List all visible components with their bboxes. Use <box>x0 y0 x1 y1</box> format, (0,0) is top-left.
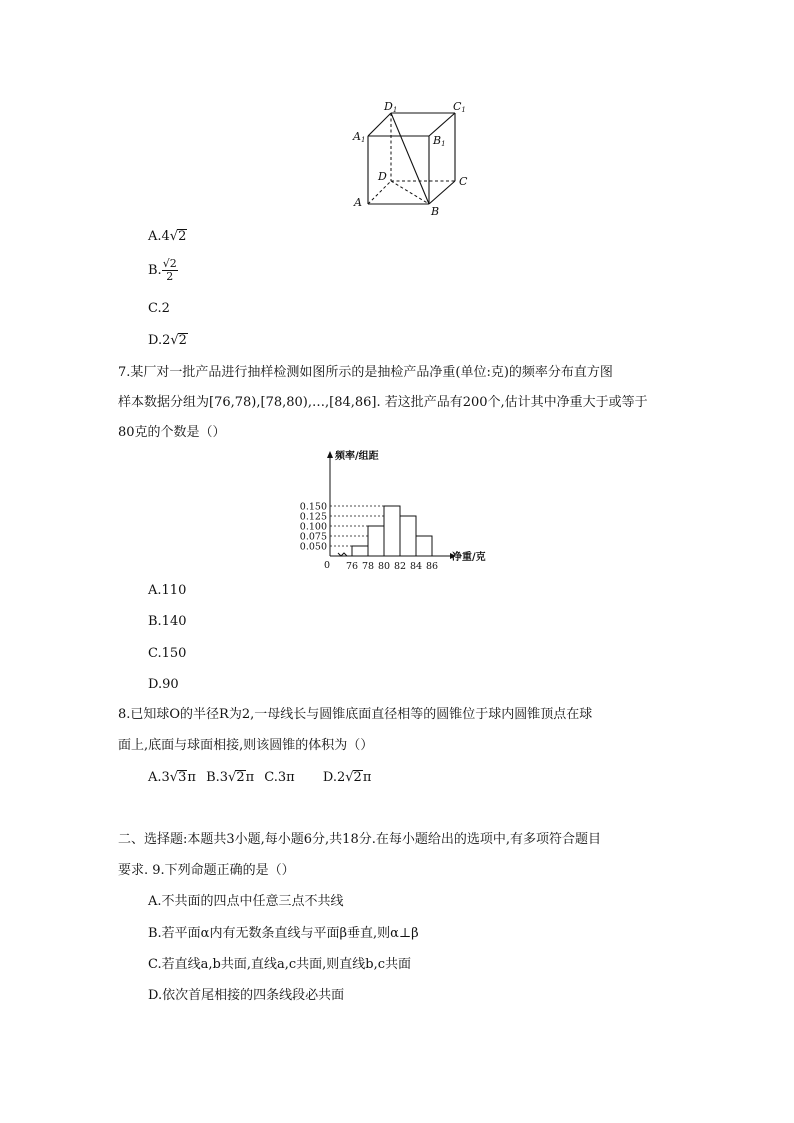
q9-option-a[interactable]: A.不共面的四点中任意三点不共线 <box>148 894 344 909</box>
label-d1: D1 <box>384 100 398 114</box>
y-tick-label: 0.050 <box>299 541 327 553</box>
x-tick-label: 78 <box>361 561 375 572</box>
q8-option-c[interactable]: C.3π <box>264 770 295 785</box>
q8-line-1: 8.已知球O的半径R为2,一母线长与圆锥底面直径相等的圆锥位于球内圆锥顶点在球 <box>118 707 593 722</box>
q6-option-a[interactable]: A.4√2 <box>148 229 187 244</box>
q8-option-b[interactable]: B.3√2π <box>206 770 255 785</box>
label-d: D <box>378 170 387 183</box>
q8-options <box>148 769 371 787</box>
x-axis-label: 净重/克 <box>452 552 486 563</box>
q6-option-b[interactable]: B. $\frac{√2}{2}$ <box>148 257 177 283</box>
q8-option-a[interactable]: A.3√3π <box>148 770 196 785</box>
x-tick-label: 82 <box>393 561 407 572</box>
x-tick-label: 80 <box>377 561 391 572</box>
y-tick-label: 0.150 <box>299 501 327 513</box>
section2-line-2: 要求. 9.下列命题正确的是（） <box>118 863 295 878</box>
q7-option-b[interactable]: B.140 <box>148 614 187 629</box>
q7-line-3: 80克的个数是（） <box>118 425 226 440</box>
label-b1: B1 <box>433 134 446 148</box>
label-c1: C1 <box>453 100 466 114</box>
q8-option-d[interactable]: D.2√2π <box>322 770 372 785</box>
q6-option-d[interactable]: D.2√2 <box>148 333 187 348</box>
q7-line-1: 7.某厂对一批产品进行抽样检测如图所示的是抽检产品净重(单位:克)的频率分布直方图 <box>118 365 613 380</box>
y-tick-label: 0.100 <box>299 521 327 533</box>
histogram-bar <box>400 516 416 556</box>
q7-option-d[interactable]: D.90 <box>148 677 179 692</box>
origin-label: 0 <box>324 560 331 571</box>
y-axis-label: 频率/组距 <box>335 451 379 462</box>
q6-option-c[interactable]: C.2 <box>148 301 170 316</box>
label-a: A <box>354 196 362 209</box>
x-tick-label: 76 <box>345 561 359 572</box>
histogram-bar <box>384 506 400 556</box>
label-a1: A1 <box>353 130 366 144</box>
y-tick-label: 0.125 <box>299 511 327 523</box>
q7-option-a[interactable]: A.110 <box>148 583 187 598</box>
q8-line-2: 面上,底面与球面相接,则该圆锥的体积为（） <box>118 738 374 753</box>
section2-line-1: 二、选择题:本题共3小题,每小题6分,共18分.在每小题给出的选项中,有多项符合题目 <box>118 832 601 847</box>
label-b: B <box>431 205 440 218</box>
histogram-bar <box>368 526 384 556</box>
histogram-bar <box>352 546 368 556</box>
q9-option-c[interactable]: C.若直线a,b共面,直线a,c共面,则直线b,c共面 <box>148 957 411 972</box>
y-axis-arrow <box>327 451 333 458</box>
q7-option-c[interactable]: C.150 <box>148 646 187 661</box>
q9-option-b[interactable]: B.若平面α内有无数条直线与平面β垂直,则α⊥β <box>148 926 419 941</box>
x-tick-label: 84 <box>409 561 423 572</box>
histogram-bar <box>416 536 432 556</box>
q7-line-2: 样本数据分组为[76,78),[78,80),…,[84,86]. 若这批产品有200个,估计其中净重大于或等于 <box>118 395 648 410</box>
x-tick-label: 86 <box>425 561 439 572</box>
label-c: C <box>459 175 468 188</box>
histogram-chart <box>290 448 500 572</box>
y-tick-label: 0.075 <box>299 531 327 543</box>
cube-figure <box>340 96 480 218</box>
q9-option-d[interactable]: D.依次首尾相接的四条线段必共面 <box>148 988 345 1003</box>
